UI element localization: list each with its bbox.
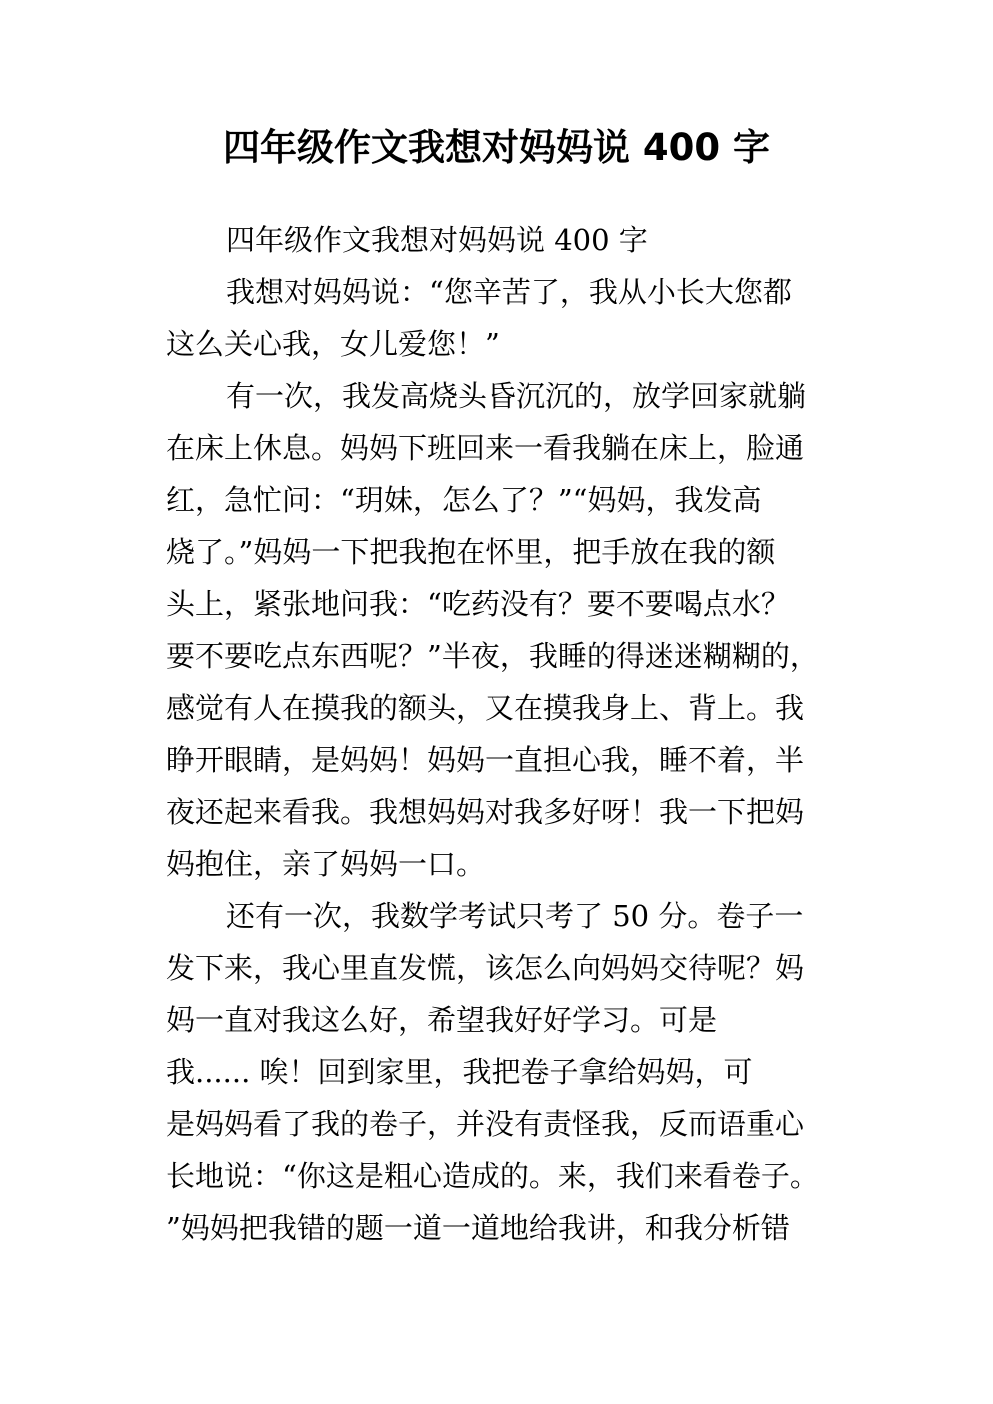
document-body xyxy=(166,214,846,1254)
text-line: 我想对妈妈说：“您辛苦了，我从小长大您都 xyxy=(226,275,792,309)
text-line: 妈抱住，亲了妈妈一口。 xyxy=(166,847,486,881)
text-line: 夜还起来看我。我想妈妈对我多好呀！我一下把妈 xyxy=(166,795,805,829)
text-line: 要不要吃点东西呢？”半夜，我睡的得迷迷糊糊的， xyxy=(166,639,819,673)
text-line: 有一次，我发高烧头昏沉沉的，放学回家就躺 xyxy=(226,379,807,413)
text-line: 红，急忙问：“玥妹，怎么了？”“妈妈，我发高 xyxy=(166,483,762,517)
text-line: 烧了。”妈妈一下把我抱在怀里，把手放在我的额 xyxy=(166,535,776,569)
text-line: ”妈妈把我错的题一道一道地给我讲，和我分析错 xyxy=(166,1211,790,1245)
text-line: 睁开眼睛，是妈妈！妈妈一直担心我，睡不着，半 xyxy=(166,743,805,777)
text-line: 妈一直对我这么好，希望我好好学习。可是 xyxy=(166,1003,718,1037)
text-line: 发下来，我心里直发慌，该怎么向妈妈交待呢？妈 xyxy=(166,951,805,985)
text-line: 这么关心我，女儿爱您！” xyxy=(166,327,500,361)
text-line: 头上，紧张地问我：“吃药没有？要不要喝点水？ xyxy=(166,587,790,621)
text-line: 长地说：“你这是粗心造成的。来，我们来看卷子。 xyxy=(166,1159,819,1193)
document-title: 四年级作文我想对妈妈说 400 字 xyxy=(223,126,770,169)
text-line: 是妈妈看了我的卷子，并没有责怪我，反而语重心 xyxy=(166,1107,805,1141)
text-line: 四年级作文我想对妈妈说 400 字 xyxy=(226,223,648,257)
text-line: 在床上休息。妈妈下班回来一看我躺在床上，脸通 xyxy=(166,431,805,465)
text-line: 我...... 唉！回到家里，我把卷子拿给妈妈，可 xyxy=(166,1055,753,1089)
text-line: 感觉有人在摸我的额头，又在摸我身上、背上。我 xyxy=(166,691,805,725)
text-line: 还有一次，我数学考试只考了 50 分。卷子一 xyxy=(226,899,804,933)
